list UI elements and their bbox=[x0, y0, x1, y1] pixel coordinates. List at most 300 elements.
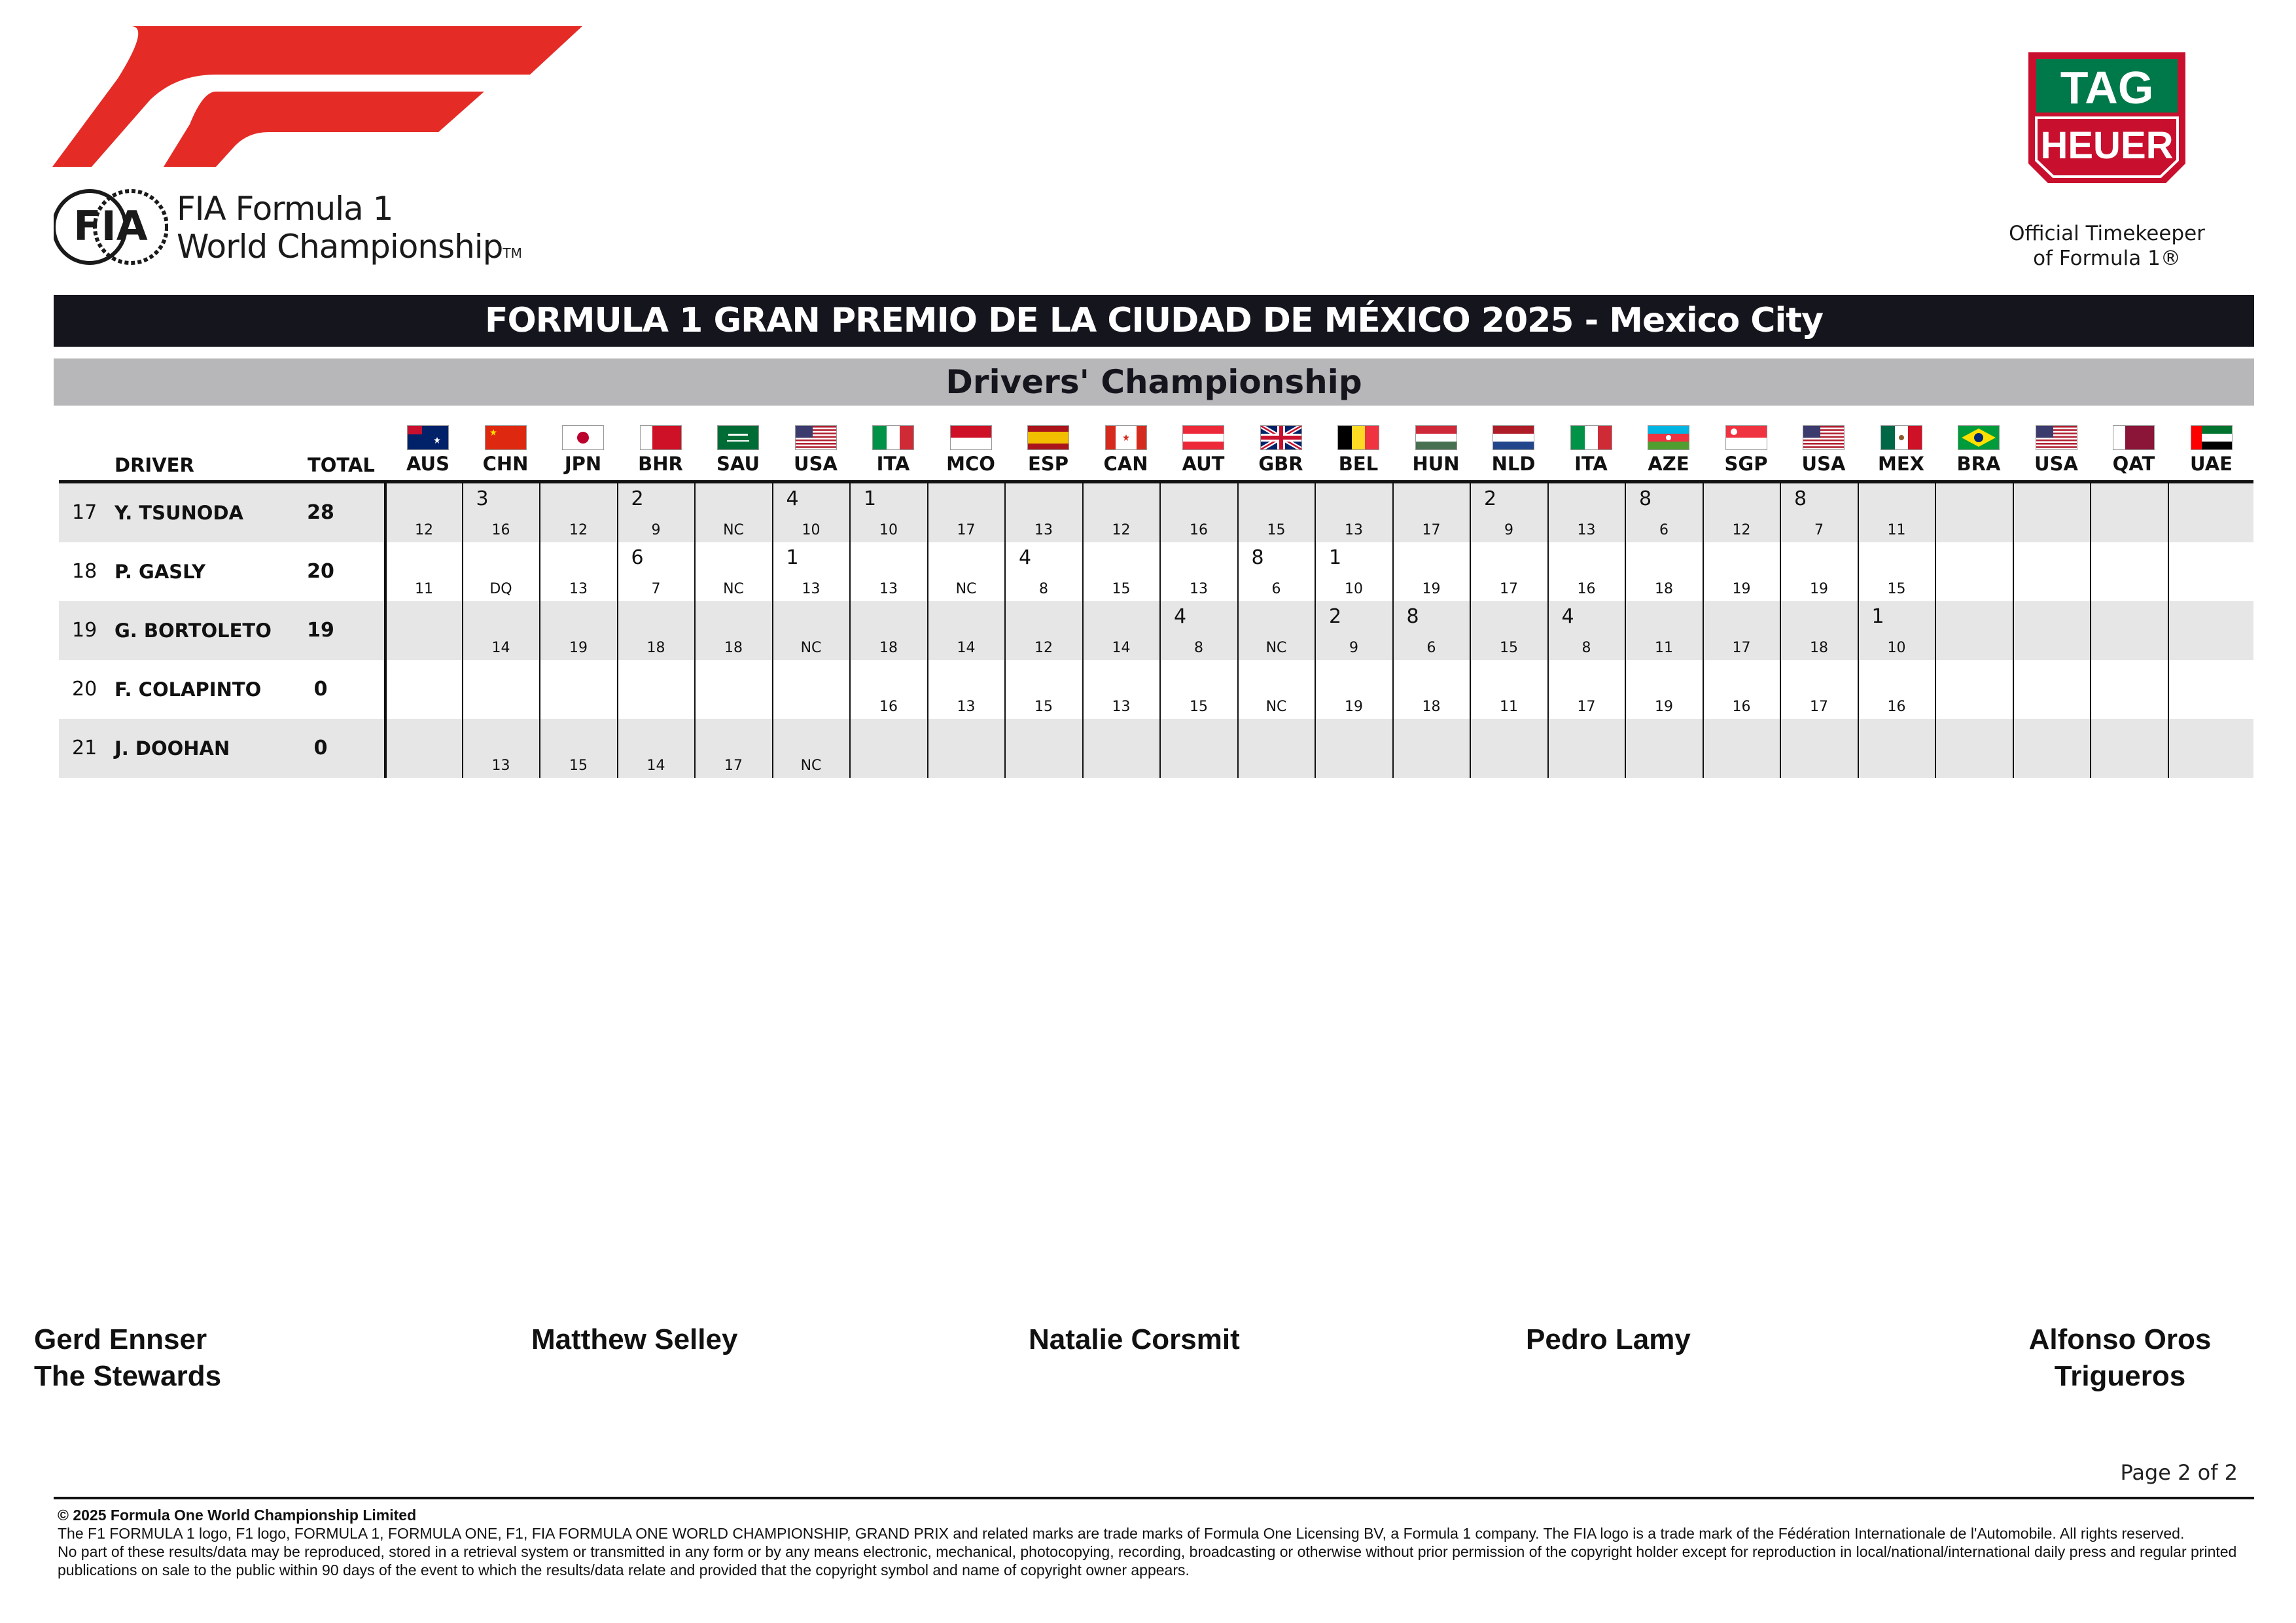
result-cell bbox=[384, 719, 461, 778]
result-cell bbox=[1392, 542, 1470, 601]
result-cell bbox=[1315, 483, 1392, 542]
race-code-label: GBR bbox=[1258, 453, 1303, 475]
steward-5 bbox=[1976, 1321, 2264, 1395]
fia-wordmark bbox=[177, 190, 522, 272]
result-cell bbox=[772, 483, 849, 542]
jpn-flag-icon bbox=[562, 425, 604, 450]
table-row bbox=[59, 660, 2253, 719]
result-cell bbox=[927, 483, 1004, 542]
result-cell bbox=[849, 542, 927, 601]
result-cell bbox=[1780, 542, 1857, 601]
result-cell bbox=[1780, 660, 1857, 719]
result-cell bbox=[2090, 660, 2167, 719]
race-finish: 6 bbox=[1271, 581, 1281, 597]
race-points: 4 bbox=[786, 487, 799, 510]
race-code-label: AZE bbox=[1648, 453, 1689, 475]
result-cell bbox=[1392, 660, 1470, 719]
race-finish: NC bbox=[800, 640, 822, 656]
result-cell bbox=[1082, 601, 1159, 660]
result-cell bbox=[1780, 483, 1857, 542]
race-code-label: AUT bbox=[1182, 453, 1225, 475]
driver-position: 17 bbox=[72, 501, 97, 524]
result-cell bbox=[539, 660, 616, 719]
result-cell bbox=[1858, 601, 1935, 660]
result-cell bbox=[849, 483, 927, 542]
race-column-header bbox=[1398, 425, 1475, 480]
race-code-label: AUS bbox=[406, 453, 450, 475]
result-cell bbox=[1625, 660, 1702, 719]
race-finish: 12 bbox=[1732, 522, 1751, 538]
result-cell bbox=[1392, 719, 1470, 778]
steward-5-line-1: Alfonso Oros bbox=[2028, 1323, 2212, 1355]
race-finish: 15 bbox=[569, 758, 588, 774]
official-timekeeper bbox=[1983, 221, 2231, 271]
result-cell bbox=[1237, 601, 1315, 660]
table-row bbox=[59, 542, 2253, 601]
race-finish: 18 bbox=[1655, 581, 1673, 597]
race-points: 2 bbox=[1329, 605, 1342, 628]
race-code-label: ITA bbox=[876, 453, 910, 475]
result-cell bbox=[1082, 660, 1159, 719]
bhr-flag-icon bbox=[640, 425, 682, 450]
race-finish: 14 bbox=[646, 758, 665, 774]
result-cell bbox=[1703, 719, 1780, 778]
race-finish: 7 bbox=[651, 581, 661, 597]
race-finish: 12 bbox=[1034, 640, 1053, 656]
table-header bbox=[59, 419, 2253, 483]
result-cell bbox=[1159, 601, 1237, 660]
race-finish: 13 bbox=[491, 758, 510, 774]
driver-position: 18 bbox=[72, 560, 97, 583]
result-cell bbox=[849, 660, 927, 719]
race-points: 1 bbox=[1329, 546, 1342, 569]
result-cell bbox=[2013, 660, 2090, 719]
race-points: 6 bbox=[631, 546, 644, 569]
race-finish: NC bbox=[800, 758, 822, 774]
race-column-header bbox=[1165, 425, 1242, 480]
steward-2: Matthew Selley bbox=[531, 1323, 738, 1355]
tag-text: TAG bbox=[2060, 62, 2154, 113]
result-cell bbox=[1625, 601, 1702, 660]
race-finish: 17 bbox=[1577, 699, 1596, 715]
result-cell bbox=[462, 660, 539, 719]
result-cell bbox=[2013, 601, 2090, 660]
result-cell bbox=[1004, 483, 1082, 542]
race-finish: DQ bbox=[489, 581, 512, 597]
race-column-header bbox=[1940, 425, 2017, 480]
driver-total-points: 0 bbox=[313, 737, 328, 759]
qat-flag-icon bbox=[2113, 425, 2155, 450]
race-points: 8 bbox=[1639, 487, 1652, 510]
fia-emblem-icon bbox=[54, 184, 168, 270]
result-cell bbox=[617, 542, 694, 601]
race-points: 2 bbox=[631, 487, 644, 510]
mex-flag-icon bbox=[1881, 425, 1922, 450]
race-finish: 13 bbox=[802, 581, 821, 597]
race-code-label: ESP bbox=[1028, 453, 1069, 475]
result-cell bbox=[2013, 483, 2090, 542]
driver-position: 19 bbox=[72, 619, 97, 642]
race-finish: 17 bbox=[1732, 640, 1751, 656]
race-finish: 16 bbox=[1732, 699, 1751, 715]
race-finish: 12 bbox=[1112, 522, 1131, 538]
race-finish: 19 bbox=[1810, 581, 1828, 597]
race-finish: 13 bbox=[1577, 522, 1596, 538]
race-finish: 19 bbox=[1345, 699, 1363, 715]
race-finish: 17 bbox=[1500, 581, 1518, 597]
race-finish: 11 bbox=[1887, 522, 1906, 538]
stewards-label: The Stewards bbox=[34, 1360, 222, 1392]
race-finish: 15 bbox=[1267, 522, 1286, 538]
timekeeper-line-2: of Formula 1® bbox=[2033, 247, 2181, 270]
result-cell bbox=[1082, 542, 1159, 601]
race-column-header bbox=[1863, 425, 1940, 480]
race-title-bar: FORMULA 1 GRAN PREMIO DE LA CIUDAD DE MÉXICO 2025 - Mexico City bbox=[54, 295, 2254, 347]
result-cell bbox=[1159, 483, 1237, 542]
race-finish: 17 bbox=[957, 522, 976, 538]
race-finish: 18 bbox=[879, 640, 898, 656]
race-points: 3 bbox=[476, 487, 489, 510]
race-finish: NC bbox=[1265, 640, 1287, 656]
race-code-label: BHR bbox=[638, 453, 683, 475]
nld-flag-icon bbox=[1492, 425, 1534, 450]
race-column-header bbox=[1243, 425, 1320, 480]
driver-name: P. GASLY bbox=[115, 561, 206, 583]
race-column-header bbox=[467, 425, 544, 480]
driver-name: J. DOOHAN bbox=[115, 737, 230, 759]
steward-1 bbox=[34, 1321, 221, 1395]
result-cell bbox=[1935, 483, 2012, 542]
race-code-label: USA bbox=[794, 453, 838, 475]
section-title-bar: Drivers' Championship bbox=[54, 358, 2254, 406]
race-finish: 13 bbox=[1345, 522, 1363, 538]
usa-flag-icon bbox=[795, 425, 837, 450]
result-cell bbox=[384, 660, 461, 719]
driver-column-header: DRIVER bbox=[115, 454, 194, 476]
sau-flag-icon bbox=[717, 425, 759, 450]
result-cell bbox=[384, 483, 461, 542]
timekeeper-line-1: Official Timekeeper bbox=[2009, 222, 2205, 245]
result-cell bbox=[1159, 660, 1237, 719]
aut-flag-icon bbox=[1182, 425, 1224, 450]
result-cell bbox=[1159, 542, 1237, 601]
copyright-footer bbox=[58, 1506, 2256, 1579]
race-finish: 18 bbox=[724, 640, 743, 656]
result-cell bbox=[927, 542, 1004, 601]
driver-position: 21 bbox=[72, 737, 97, 759]
copyright-line: © 2025 Formula One World Championship Limited bbox=[58, 1507, 417, 1524]
result-cell bbox=[2090, 483, 2167, 542]
driver-name: G. BORTOLETO bbox=[115, 620, 272, 642]
result-cell bbox=[927, 660, 1004, 719]
race-finish: 6 bbox=[1426, 640, 1436, 656]
race-finish: 8 bbox=[1581, 640, 1591, 656]
race-finish: 12 bbox=[569, 522, 588, 538]
race-finish: NC bbox=[723, 581, 744, 597]
result-cell bbox=[1935, 601, 2012, 660]
race-column-header bbox=[544, 425, 622, 480]
race-finish: 11 bbox=[1500, 699, 1518, 715]
result-cell bbox=[1935, 660, 2012, 719]
race-column-header bbox=[1708, 425, 1785, 480]
race-points: 1 bbox=[1871, 605, 1884, 628]
result-cell bbox=[1780, 719, 1857, 778]
race-column-header bbox=[1785, 425, 1862, 480]
race-code-label: BEL bbox=[1338, 453, 1379, 475]
result-cell bbox=[384, 601, 461, 660]
ita-flag-icon bbox=[1570, 425, 1612, 450]
race-finish: 19 bbox=[569, 640, 588, 656]
result-cell bbox=[1625, 719, 1702, 778]
driver-name: F. COLAPINTO bbox=[115, 678, 262, 701]
result-cell bbox=[1159, 719, 1237, 778]
race-code-label: BRA bbox=[1956, 453, 2001, 475]
table-row bbox=[59, 601, 2253, 660]
race-column-header bbox=[622, 425, 699, 480]
race-finish: 8 bbox=[1194, 640, 1203, 656]
result-cell bbox=[1935, 719, 2012, 778]
result-cell bbox=[1315, 542, 1392, 601]
race-column-header bbox=[2173, 425, 2250, 480]
result-cell bbox=[1004, 542, 1082, 601]
heuer-text: HEUER bbox=[2040, 124, 2174, 167]
steward-5-line-2: Trigueros bbox=[2054, 1360, 2186, 1392]
race-points: 4 bbox=[1019, 546, 1032, 569]
aus-flag-icon bbox=[407, 425, 449, 450]
table-row bbox=[59, 483, 2253, 542]
race-finish: 16 bbox=[1577, 581, 1596, 597]
result-cell bbox=[1470, 483, 1547, 542]
result-cell bbox=[772, 719, 849, 778]
result-cell bbox=[927, 601, 1004, 660]
result-cell bbox=[462, 601, 539, 660]
result-cell bbox=[1547, 601, 1625, 660]
driver-name: Y. TSUNODA bbox=[115, 502, 243, 524]
drivers-championship-table bbox=[59, 419, 2253, 778]
fia-world-championship-logo bbox=[54, 184, 590, 270]
race-finish: 17 bbox=[1810, 699, 1828, 715]
esp-flag-icon bbox=[1027, 425, 1069, 450]
race-finish: 15 bbox=[1034, 699, 1053, 715]
uae-flag-icon bbox=[2191, 425, 2233, 450]
bel-flag-icon bbox=[1337, 425, 1379, 450]
driver-total-points: 0 bbox=[313, 678, 328, 701]
page-number: Page 2 of 2 bbox=[2120, 1460, 2238, 1485]
race-code-label: USA bbox=[1801, 453, 1846, 475]
race-finish: 19 bbox=[1422, 581, 1441, 597]
driver-total-points: 20 bbox=[307, 560, 334, 583]
race-code-label: JPN bbox=[564, 453, 602, 475]
race-finish: 9 bbox=[651, 522, 661, 538]
result-cell bbox=[1082, 719, 1159, 778]
result-cell bbox=[694, 542, 771, 601]
race-finish: 11 bbox=[1655, 640, 1673, 656]
result-cell bbox=[1237, 483, 1315, 542]
f1-logo bbox=[52, 26, 582, 167]
fia-line-1: FIA Formula 1 bbox=[177, 190, 393, 228]
result-cell bbox=[1547, 483, 1625, 542]
race-finish: 14 bbox=[1112, 640, 1131, 656]
race-column-header bbox=[1320, 425, 1397, 480]
race-code-label: CAN bbox=[1103, 453, 1148, 475]
race-finish: 13 bbox=[957, 699, 976, 715]
race-finish: 13 bbox=[569, 581, 588, 597]
race-points: 4 bbox=[1561, 605, 1574, 628]
result-cell bbox=[1547, 542, 1625, 601]
race-finish: 12 bbox=[415, 522, 433, 538]
chn-flag-icon bbox=[485, 425, 527, 450]
trademark-notice: The F1 FORMULA 1 logo, F1 logo, FORMULA 1, FORMULA ONE, F1, FIA FORMULA ONE WORLD CHAMPIONSHIP, GRAND PRIX and related marks are trade marks of Formula One Licensing BV, a Formula 1 company. The FIA logo is a trade mark of the Fédération Internationale de l'Automobile. All rights reserved. bbox=[58, 1525, 2185, 1542]
race-finish: 16 bbox=[491, 522, 510, 538]
result-cell bbox=[539, 542, 616, 601]
result-cell bbox=[694, 660, 771, 719]
gbr-flag-icon bbox=[1260, 425, 1302, 450]
result-cell bbox=[384, 542, 461, 601]
result-cell bbox=[1547, 660, 1625, 719]
race-points: 8 bbox=[1406, 605, 1419, 628]
race-finish: 16 bbox=[1190, 522, 1208, 538]
race-finish: 15 bbox=[1112, 581, 1131, 597]
race-column-header bbox=[699, 425, 777, 480]
race-code-label: CHN bbox=[482, 453, 529, 475]
result-cell bbox=[1004, 719, 1082, 778]
result-cell bbox=[1237, 542, 1315, 601]
driver-total-points: 19 bbox=[307, 619, 334, 642]
bra-flag-icon bbox=[1958, 425, 2000, 450]
race-column-header bbox=[2095, 425, 2172, 480]
result-cell bbox=[2090, 719, 2167, 778]
result-cell bbox=[617, 660, 694, 719]
result-cell bbox=[1703, 601, 1780, 660]
race-finish: 18 bbox=[1810, 640, 1828, 656]
tag-heuer-logo bbox=[2022, 52, 2192, 196]
race-column-header bbox=[1630, 425, 1707, 480]
race-finish: 13 bbox=[1112, 699, 1131, 715]
race-column-header bbox=[2018, 425, 2095, 480]
race-finish: 16 bbox=[1887, 699, 1906, 715]
result-cell bbox=[617, 601, 694, 660]
race-finish: 6 bbox=[1659, 522, 1669, 538]
steward-4: Pedro Lamy bbox=[1526, 1323, 1691, 1355]
race-finish: 15 bbox=[1887, 581, 1906, 597]
result-cell bbox=[1935, 542, 2012, 601]
result-cell bbox=[617, 483, 694, 542]
result-cell bbox=[1392, 483, 1470, 542]
result-cell bbox=[1780, 601, 1857, 660]
usa-flag-icon bbox=[1803, 425, 1845, 450]
result-cell bbox=[849, 719, 927, 778]
result-cell bbox=[1470, 660, 1547, 719]
usa-flag-icon bbox=[2036, 425, 2077, 450]
race-finish: 17 bbox=[724, 758, 743, 774]
result-cell bbox=[2013, 542, 2090, 601]
race-points: 2 bbox=[1484, 487, 1497, 510]
result-cell bbox=[1858, 719, 1935, 778]
race-points: 4 bbox=[1174, 605, 1187, 628]
fia-trademark: TM bbox=[503, 245, 522, 261]
race-column-header bbox=[1010, 425, 1087, 480]
result-cell bbox=[1082, 483, 1159, 542]
race-code-label: QAT bbox=[2112, 453, 2155, 475]
result-cell bbox=[694, 719, 771, 778]
race-finish: NC bbox=[955, 581, 977, 597]
race-finish: 9 bbox=[1504, 522, 1513, 538]
race-finish: 10 bbox=[1345, 581, 1363, 597]
driver-position: 20 bbox=[72, 678, 97, 701]
race-finish: 11 bbox=[415, 581, 433, 597]
result-cell bbox=[1858, 660, 1935, 719]
result-cell bbox=[2013, 719, 2090, 778]
race-column-header bbox=[777, 425, 855, 480]
fia-line-2: World Championship bbox=[177, 228, 503, 266]
result-cell bbox=[2168, 660, 2245, 719]
race-finish: 19 bbox=[1732, 581, 1751, 597]
driver-total-points: 28 bbox=[307, 501, 334, 524]
race-finish: 19 bbox=[1655, 699, 1673, 715]
race-points: 8 bbox=[1251, 546, 1264, 569]
result-cell bbox=[2168, 719, 2245, 778]
race-column-header bbox=[932, 425, 1010, 480]
result-cell bbox=[694, 483, 771, 542]
table-row bbox=[59, 719, 2253, 778]
result-cell bbox=[2090, 601, 2167, 660]
race-column-header bbox=[1087, 425, 1165, 480]
result-cell bbox=[772, 601, 849, 660]
result-cell bbox=[849, 601, 927, 660]
race-finish: 18 bbox=[646, 640, 665, 656]
result-cell bbox=[462, 719, 539, 778]
ita-flag-icon bbox=[872, 425, 914, 450]
result-cell bbox=[1237, 660, 1315, 719]
result-cell bbox=[1858, 483, 1935, 542]
race-points: 1 bbox=[786, 546, 799, 569]
race-code-label: USA bbox=[2034, 453, 2078, 475]
table-body bbox=[59, 483, 2253, 778]
race-points: 8 bbox=[1794, 487, 1807, 510]
race-code-label: MCO bbox=[946, 453, 995, 475]
result-cell bbox=[1392, 601, 1470, 660]
result-cell bbox=[1625, 483, 1702, 542]
race-code-label: NLD bbox=[1491, 453, 1536, 475]
race-finish: 10 bbox=[879, 522, 898, 538]
result-cell bbox=[539, 483, 616, 542]
race-points: 1 bbox=[864, 487, 877, 510]
total-column-header: TOTAL bbox=[308, 454, 375, 476]
race-finish: 14 bbox=[957, 640, 976, 656]
result-cell bbox=[2168, 601, 2245, 660]
race-finish: 7 bbox=[1814, 522, 1824, 538]
result-cell bbox=[2090, 542, 2167, 601]
result-cell bbox=[617, 719, 694, 778]
steward-3: Natalie Corsmit bbox=[1029, 1323, 1240, 1355]
race-finish: 13 bbox=[1034, 522, 1053, 538]
result-cell bbox=[1004, 601, 1082, 660]
result-cell bbox=[1315, 660, 1392, 719]
result-cell bbox=[1547, 719, 1625, 778]
result-cell bbox=[1858, 542, 1935, 601]
race-finish: 13 bbox=[879, 581, 898, 597]
race-column-header bbox=[855, 425, 932, 480]
race-column-header bbox=[1553, 425, 1630, 480]
result-cell bbox=[1470, 542, 1547, 601]
result-cell bbox=[772, 542, 849, 601]
mco-flag-icon bbox=[950, 425, 992, 450]
reproduction-notice: No part of these results/data may be reproduced, stored in a retrieval system or transmitted in any form or by any means electronic, mechanical, photocopying, recording, broadcasting or otherwise without prior permission of the copyright holder except for reproduction in local/national/international daily press and regular printed publications on sale to the public within 90 days of the event to which the results/data relate and provided that the copyright symbol and name of copyright owner appears. bbox=[58, 1543, 2237, 1579]
race-finish: 13 bbox=[1190, 581, 1208, 597]
race-finish: 10 bbox=[1887, 640, 1906, 656]
race-code-label: ITA bbox=[1574, 453, 1608, 475]
race-finish: 10 bbox=[802, 522, 821, 538]
